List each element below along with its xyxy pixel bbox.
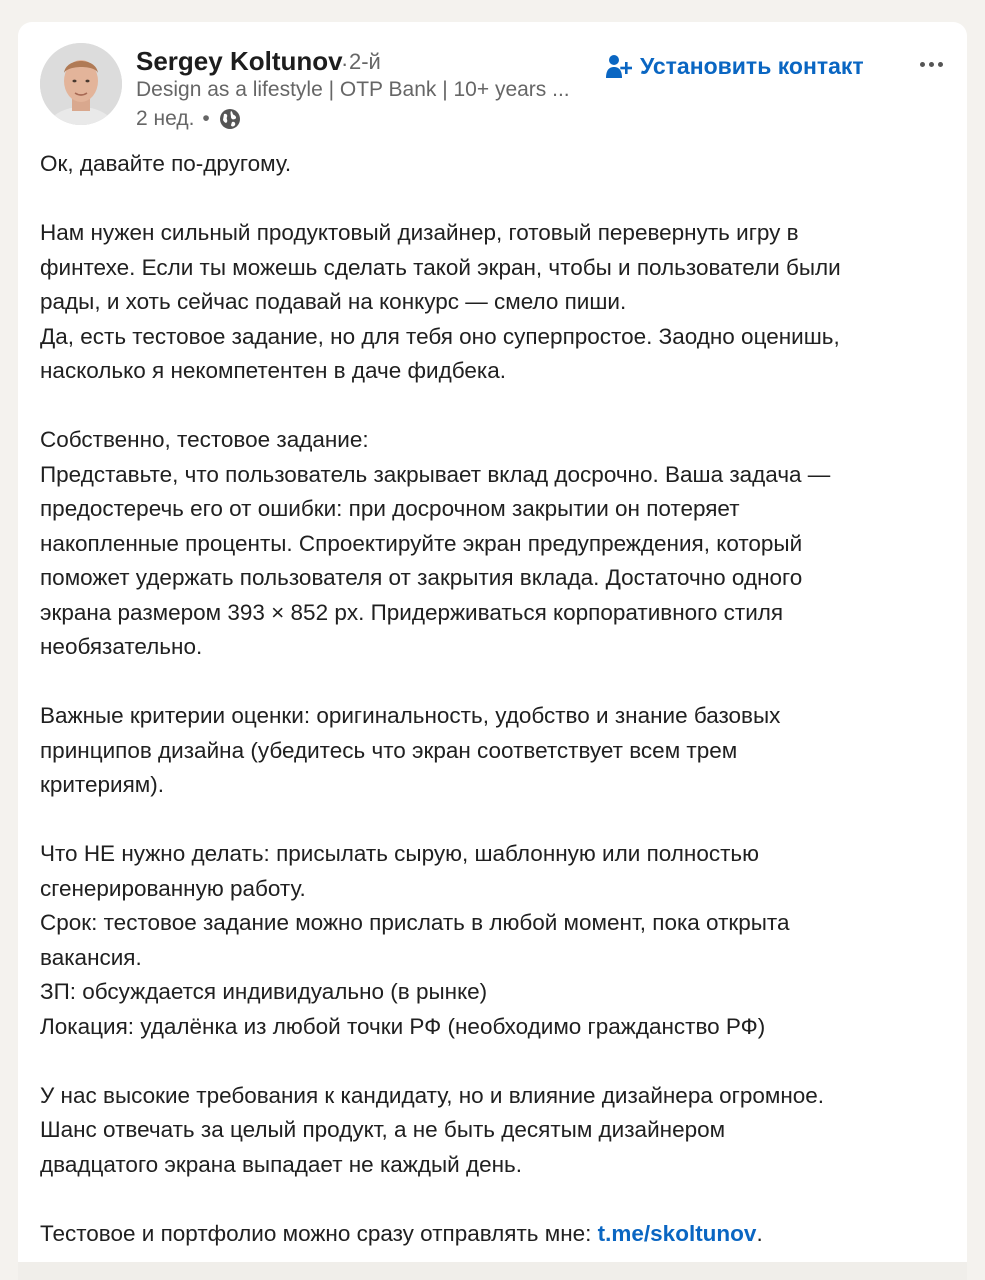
meta-separator: •: [202, 107, 210, 130]
post-line: Локация: удалёнка из любой точки РФ (необходимо гражданство РФ): [40, 1013, 766, 1039]
author-headline: Design as a lifestyle | OTP Bank | 10+ years ...: [136, 78, 570, 101]
post-line: Срок: тестовое задание можно прислать в любой момент, пока открыта: [40, 910, 790, 935]
post-line: насколько я некомпетентен в даче фидбека.: [40, 358, 506, 383]
connect-button-label: Установить контакт: [640, 52, 864, 79]
post-line: [40, 1217, 945, 1252]
post-card: [18, 22, 967, 1280]
post-line: финтехе. Если ты можешь сделать такой экран, чтобы и пользователи были: [40, 254, 841, 280]
post-meta: [136, 106, 242, 132]
post-line: Да, есть тестовое задание, но для тебя оно суперпростое. Заодно оценишь,: [40, 323, 840, 349]
post-line: вакансия.: [40, 944, 142, 970]
post-line: Собственно, тестовое задание:: [40, 427, 369, 452]
connect-button[interactable]: [604, 49, 864, 83]
connection-degree: 2-й: [349, 49, 381, 74]
post-paragraph-1: [40, 147, 945, 182]
post-time: 2 нед.: [136, 107, 195, 130]
post-line: Представьте, что пользователь закрывает вклад досрочно. Ваша задача —: [40, 461, 831, 487]
post-line: У нас высокие требования к кандидату, но и влияние дизайнера огромное.: [40, 1082, 825, 1108]
post-line: Что НЕ нужно делать: присылать сырую, шаблонную или полностью: [40, 841, 759, 866]
post-paragraph-4: [40, 699, 945, 803]
author-name[interactable]: Sergey Koltunov: [136, 46, 343, 76]
card-footer-divider: [18, 1262, 967, 1280]
contact-text: Тестовое и портфолио можно сразу отправлять мне:: [40, 1220, 598, 1246]
post-line: Нам нужен сильный продуктовый дизайнер, готовый перевернуть игру в: [40, 220, 799, 245]
post-line: критериям).: [40, 772, 164, 797]
post-line: сгенерированную работу.: [40, 875, 306, 901]
post-line: рады, и хоть сейчас подавай на конкурс — смело пиши.: [40, 289, 627, 314]
post-line: необязательно.: [40, 634, 203, 659]
avatar-photo: [40, 43, 122, 125]
post-paragraph-3: [40, 423, 945, 665]
post-body: [40, 147, 945, 1251]
more-horizontal-icon[interactable]: [914, 50, 948, 78]
post-line: Важные критерии оценки: оригинальность, удобство и знание базовых: [40, 703, 781, 728]
post-paragraph-2: [40, 216, 945, 389]
post-line: двадцатого экрана выпадает не каждый день.: [40, 1151, 523, 1177]
post-paragraph-6: [40, 1079, 945, 1183]
post-line: предостеречь его от ошибки: при досрочном закрытии он потеряет: [40, 496, 740, 521]
post-paragraph-5: [40, 837, 945, 1044]
person-add-icon: [604, 52, 632, 80]
post-line: поможет удержать пользователя от закрытия вклада. Достаточно одного: [40, 565, 803, 590]
author-avatar[interactable]: [40, 43, 122, 125]
post-line: ЗП: обсуждается индивидуально (в рынке): [40, 979, 488, 1004]
telegram-link[interactable]: t.me/skoltunov: [597, 1220, 757, 1246]
post-line: накопленные проценты. Спроектируйте экран предупреждения, который: [40, 530, 803, 556]
post-line: экрана размером 393 × 852 px. Придерживаться корпоративного стиля: [40, 599, 784, 625]
contact-text-end: .: [756, 1220, 763, 1246]
globe-icon: [218, 107, 242, 131]
post-paragraph-7: [40, 1217, 945, 1252]
post-line: Шанс отвечать за целый продукт, а не быть десятым дизайнером: [40, 1117, 726, 1142]
post-line: Ок, давайте по-другому.: [40, 151, 292, 176]
degree-separator: ·: [341, 51, 349, 76]
post-line: принципов дизайна (убедитесь что экран соответствует всем трем: [40, 737, 738, 763]
